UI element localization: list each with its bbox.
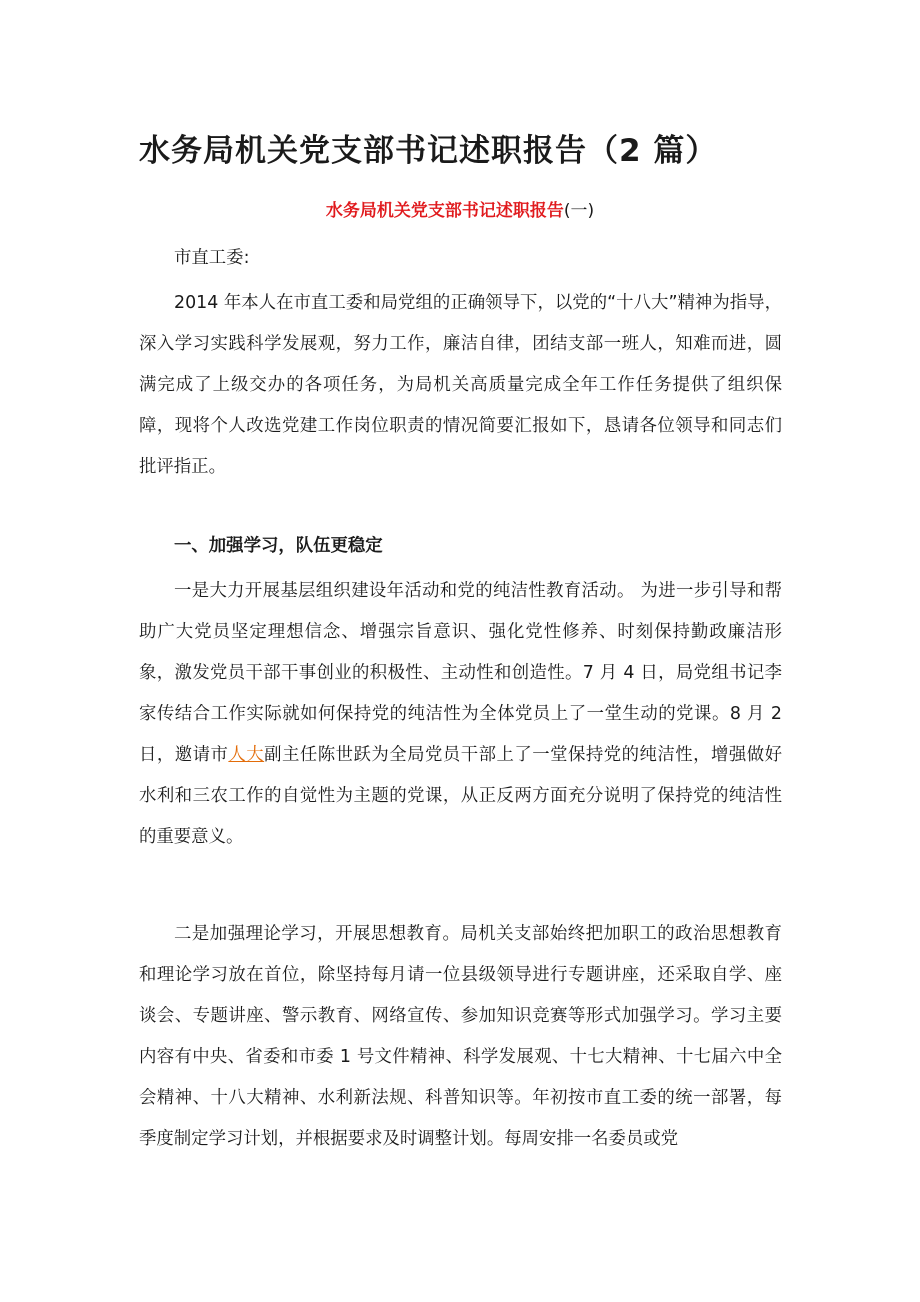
- section-heading-1: 一、加强学习，队伍更稳定: [174, 536, 383, 556]
- subtitle-suffix: (一): [563, 201, 595, 221]
- paragraph-theory-study: 二是加强理论学习，开展思想教育。局机关支部始终把加职工的政治思想教育和理论学习放在首位，除坚持每月请一位县级领导进行专题讲座，还采取自学、座谈会、专题讲座、警示教育、网络宣传、参加知识竞赛等形式加强学习。学习主要内容有中央、省委和市委 1 号文件精神、科学发展观、十七大精神、十七届六中全会精神、十八大精神、水利新法规、科普知识等。年初按市直工委的统一部署，每季度制定学习计划，并根据要求及时调整计划。每周安排一名委员或党: [139, 924, 782, 1149]
- paragraph-intro: 2014 年本人在市直工委和局党组的正确领导下，以党的“十八大”精神为指导，深入学习实践科学发展观，努力工作，廉洁自律，团结支部一班人，知难而进，圆满完成了上级交办的各项任务，为局机关高质量完成全年工作任务提供了组织保障，现将个人改选党建工作岗位职责的情况简要汇报如下，恳请各位领导和同志们批评指正。: [139, 293, 782, 477]
- renda-link[interactable]: 人大: [228, 745, 265, 765]
- subtitle-main: 水务局机关党支部书记述职报告: [325, 201, 564, 221]
- salutation: 市直工委:: [174, 248, 250, 268]
- paragraph-text-after-link: 副主任陈世跃为全局党员干部上了一堂保持党的纯洁性，增强做好水利和三农工作的自觉性为主题的党课，从正反两方面充分说明了保持党的纯洁性的重要意义。: [139, 745, 782, 847]
- paragraph-text-before-link: 一是大力开展基层组织建设年活动和党的纯洁性教育活动。 为进一步引导和帮助广大党员坚定理想信念、增强宗旨意识、强化党性修养、时刻保持勤政廉洁形象，激发党员干部干事创业的积极性、主动性和创造性。7 月 4 日，局党组书记李家传结合工作实际就如何保持党的纯洁性为全体党员上了一堂生动的党课。8 月 2 日，邀请市: [139, 581, 782, 765]
- document-subtitle: [0, 198, 920, 224]
- document-title: 水务局机关党支部书记述职报告（2 篇）: [139, 133, 718, 169]
- paragraph-study-activities: [139, 571, 782, 858]
